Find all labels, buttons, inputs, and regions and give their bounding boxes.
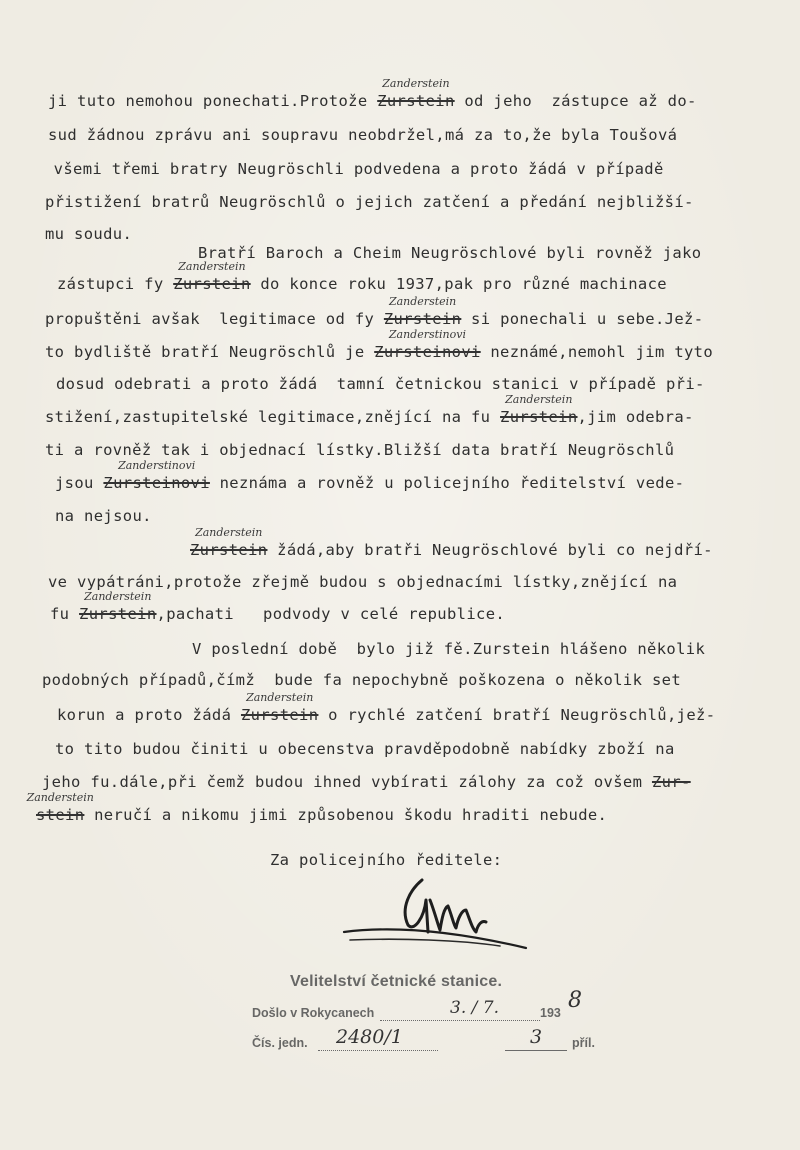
handwritten-correction: Zanderstein bbox=[195, 526, 263, 539]
text-line-4: přistižení bratrů Neugröschlů o jejich zatčení a předání nejbližší- bbox=[45, 193, 694, 211]
stamp-number-line bbox=[318, 1050, 438, 1051]
text-line-15: Zurstein Zanderstein žádá,aby bratři Neugröschlové byli co nejdří- bbox=[190, 526, 713, 559]
handwritten-correction: Zanderstein bbox=[388, 295, 457, 308]
signature bbox=[330, 870, 550, 960]
handwritten-correction: Zanderstein bbox=[26, 791, 94, 804]
struck-name: stein Zanderstein bbox=[26, 791, 94, 824]
struck-name: Zur- bbox=[651, 773, 691, 791]
text-line-16: ve vypátráni,protože zřejmě budou s objednacími lístky,znějící na bbox=[48, 573, 678, 591]
text-line-3: všemi třemi bratry Neugröschli podvedena a proto žádá v případě bbox=[44, 160, 664, 178]
handwritten-correction: Zanderstein bbox=[246, 691, 314, 704]
text-line-11: stižení,zastupitelské legitimace,znějící na fu Zurstein Zanderstein ,jim odebra- bbox=[45, 393, 694, 426]
handwritten-correction: Zanderstein bbox=[505, 393, 573, 406]
text-line-20: korun a proto žádá Zurstein Zanderstein o rychlé zatčení bratří Neugröschlů,jež- bbox=[57, 691, 716, 724]
handwritten-correction: Zanderstein bbox=[382, 77, 450, 90]
stamp-received-date: 3. / 7. bbox=[450, 998, 499, 1018]
struck-name: Zurstein Zanderstein bbox=[377, 77, 455, 110]
text-line-2: sud žádnou zprávu ani soupravu neobdržel,má za to,že byla Toušová bbox=[48, 126, 678, 144]
text-line-10: dosud odebrati a proto žádá tamní četnickou stanici v případě při- bbox=[56, 375, 705, 393]
text-line-22: jeho fu.dále,při čemž budou ihned vybírati zálohy za což ovšem Zur- bbox=[42, 773, 691, 791]
text-line-6: Bratří Baroch a Cheim Neugröschlové byli rovněž jako bbox=[198, 244, 702, 262]
stamp-received-label: Došlo v Rokycanech bbox=[252, 1006, 375, 1020]
stamp-attachments-line bbox=[505, 1050, 567, 1051]
handwritten-correction: Zanderstein bbox=[178, 260, 246, 273]
stamp-attachments-value: 3 bbox=[530, 1026, 543, 1048]
text-line-9: to bydliště bratří Neugröschlů je Zursteinovi Zanderstinovi neznámé,nemohl jim tyto bbox=[45, 328, 714, 361]
handwritten-correction: Zanderstinovi bbox=[388, 328, 466, 341]
struck-name: Zurstein Zanderstein bbox=[383, 295, 462, 328]
struck-name: Zursteinovi Zanderstinovi bbox=[103, 459, 210, 492]
struck-name: Zurstein Zanderstein bbox=[190, 526, 268, 559]
text-line-19: podobných případů,čímž bude fa nepochybně poškozena o několik set bbox=[42, 671, 681, 689]
text-line-23: stein Zanderstein neručí a nikomu jimi způsobenou škodu hraditi nebude. bbox=[26, 791, 608, 824]
text-line-14: na nejsou. bbox=[55, 507, 152, 525]
struck-name: Zurstein Zanderstein bbox=[500, 393, 578, 426]
stamp-attachments-label: příl. bbox=[572, 1036, 595, 1050]
stamp-number-value: 2480/1 bbox=[336, 1026, 403, 1048]
struck-name: Zursteinovi Zanderstinovi bbox=[374, 328, 481, 361]
stamp-year-prefix: 193 bbox=[540, 1006, 561, 1020]
struck-name: Zurstein Zanderstein bbox=[240, 691, 319, 724]
stamp-title: Velitelství četnické stanice. bbox=[290, 973, 503, 990]
handwritten-correction: Zanderstein bbox=[84, 590, 152, 603]
signoff-text: Za policejního ředitele: bbox=[270, 851, 503, 869]
text-line-21: to tito budou činiti u obecenstva pravděpodobně nabídky zboží na bbox=[55, 740, 675, 758]
stamp-date-line bbox=[380, 1020, 540, 1021]
stamp-number-label: Čís. jedn. bbox=[252, 1036, 308, 1050]
handwritten-correction: Zanderstinovi bbox=[118, 459, 196, 472]
stamp-year-suffix: 8 bbox=[568, 988, 582, 1013]
text-line-18: V poslední době bylo již fě.Zurstein hlášeno několik bbox=[192, 640, 706, 658]
text-line-5: mu soudu. bbox=[45, 225, 133, 243]
text-line-17: fu Zurstein Zanderstein ,pachati podvody v celé republice. bbox=[50, 590, 506, 623]
text-line-13: jsou Zursteinovi Zanderstinovi neznáma a rovněž u policejního ředitelství vede- bbox=[55, 459, 685, 492]
text-line-1: ji tuto nemohou ponechati.Protože Zurstein Zanderstein od jeho zástupce až do- bbox=[48, 77, 697, 110]
struck-name: Zurstein Zanderstein bbox=[173, 260, 251, 293]
text-line-7: zástupci fy Zurstein Zanderstein do konce roku 1937,pak pro různé machinace bbox=[57, 260, 667, 293]
struck-name: Zurstein Zanderstein bbox=[79, 590, 157, 623]
text-line-8: propuštěni avšak legitimace od fy Zurstein Zanderstein si ponechali u sebe.Jež- bbox=[45, 295, 704, 328]
text-line-12: ti a rovněž tak i objednací lístky.Bližší data bratří Neugröschlů bbox=[45, 441, 675, 459]
